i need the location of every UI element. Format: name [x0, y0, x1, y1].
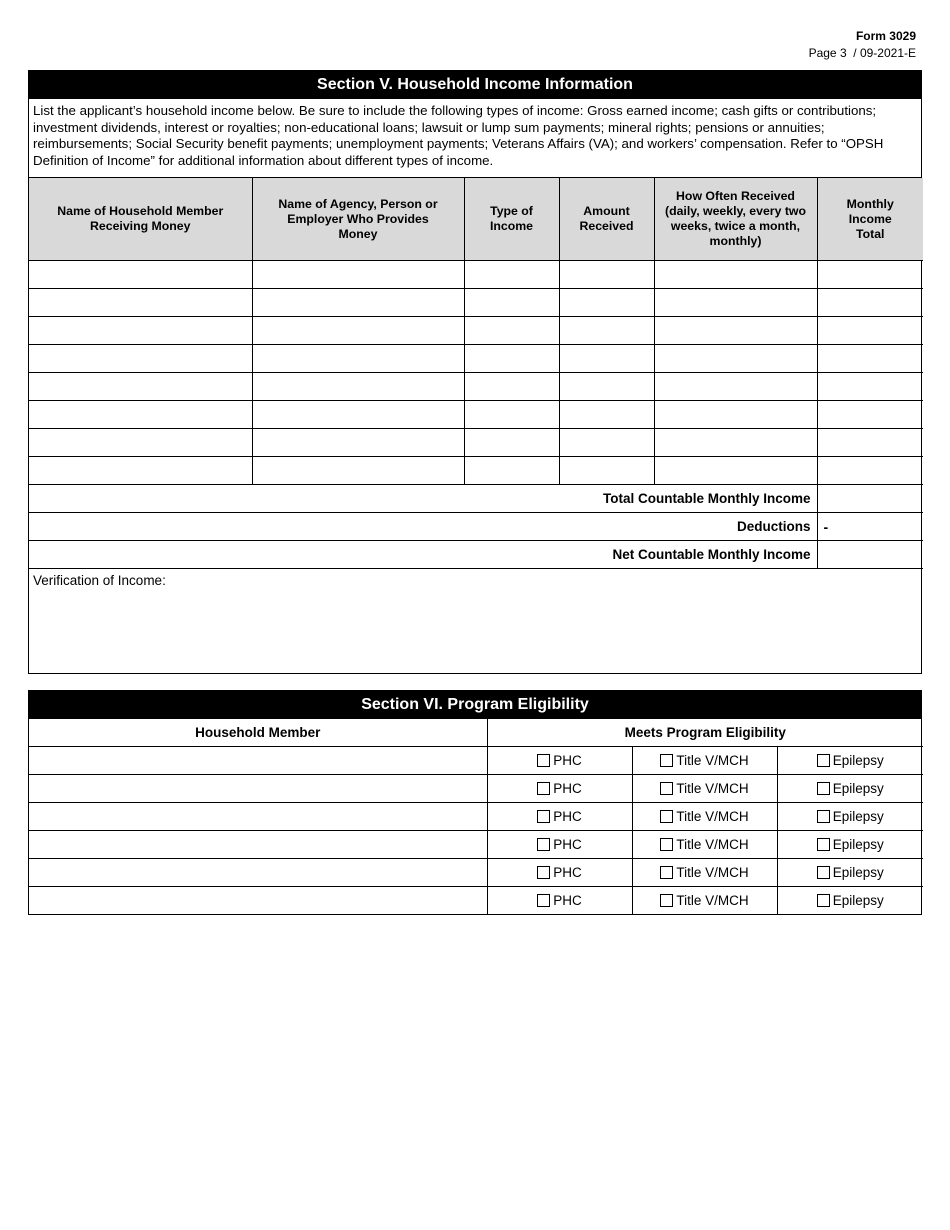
- eligibility-table: [29, 719, 923, 914]
- epilepsy-option[interactable]: [817, 781, 884, 796]
- eligibility-option-cell: [777, 775, 923, 803]
- phc-label: PHC: [553, 837, 582, 852]
- income-cell[interactable]: [464, 289, 559, 317]
- income-cell[interactable]: [252, 345, 464, 373]
- income-cell[interactable]: [817, 457, 923, 485]
- phc-checkbox[interactable]: [537, 894, 550, 907]
- eligibility-option-cell: [777, 887, 923, 915]
- income-cell[interactable]: [559, 373, 654, 401]
- income-cell[interactable]: [252, 401, 464, 429]
- eligibility-option-cell: [487, 887, 632, 915]
- income-cell[interactable]: [817, 261, 923, 289]
- income-cell[interactable]: [464, 401, 559, 429]
- eligibility-option-cell: [487, 775, 632, 803]
- epilepsy-option[interactable]: [817, 753, 884, 768]
- col-income-type: Type of Income: [464, 178, 559, 261]
- eligibility-option-cell: [632, 831, 777, 859]
- col-meets-eligibility: Meets Program Eligibility: [487, 719, 923, 747]
- income-row: [29, 401, 923, 429]
- income-cell[interactable]: [29, 401, 252, 429]
- phc-option[interactable]: [537, 753, 582, 768]
- phc-label: PHC: [553, 753, 582, 768]
- epilepsy-checkbox[interactable]: [817, 866, 830, 879]
- col-household-member: Household Member: [29, 719, 487, 747]
- income-cell[interactable]: [559, 345, 654, 373]
- income-cell[interactable]: [252, 317, 464, 345]
- eligibility-option-cell: [487, 747, 632, 775]
- col-frequency: How Often Received (daily, weekly, every two weeks, twice a month, monthly): [654, 178, 817, 261]
- epilepsy-option[interactable]: [817, 837, 884, 852]
- net-income-field[interactable]: [817, 541, 923, 569]
- income-cell[interactable]: [654, 261, 817, 289]
- form-number: Form 3029: [855, 29, 916, 43]
- phc-checkbox[interactable]: [537, 866, 550, 879]
- epilepsy-option[interactable]: [817, 865, 884, 880]
- eligibility-option-cell: [777, 859, 923, 887]
- eligibility-option-cell: [632, 747, 777, 775]
- phc-option[interactable]: [537, 837, 582, 852]
- income-row: [29, 261, 923, 289]
- income-cell[interactable]: [817, 429, 923, 457]
- income-cell[interactable]: [29, 289, 252, 317]
- income-row: [29, 289, 923, 317]
- deductions-label: Deductions: [29, 513, 817, 541]
- eligibility-row: [29, 775, 923, 803]
- eligibility-option-cell: [777, 747, 923, 775]
- income-cell[interactable]: [654, 289, 817, 317]
- income-cell[interactable]: [559, 401, 654, 429]
- title-v-mch-checkbox[interactable]: [660, 782, 673, 795]
- page-header: [809, 28, 916, 62]
- phc-option[interactable]: [537, 893, 582, 908]
- section-v-title: Section V. Household Income Information: [29, 71, 921, 99]
- income-cell[interactable]: [559, 317, 654, 345]
- income-cell[interactable]: [29, 373, 252, 401]
- verification-field[interactable]: [29, 569, 921, 673]
- section-vi-title: Section VI. Program Eligibility: [29, 691, 921, 719]
- household-member-field[interactable]: [29, 747, 487, 775]
- income-cell[interactable]: [817, 401, 923, 429]
- epilepsy-checkbox[interactable]: [817, 754, 830, 767]
- eligibility-option-cell: [632, 775, 777, 803]
- title-v-mch-label: Title V/MCH: [676, 781, 749, 796]
- title-v-mch-label: Title V/MCH: [676, 865, 749, 880]
- eligibility-row: [29, 803, 923, 831]
- page-info: Page 3 / 09-2021-E: [808, 46, 916, 60]
- title-v-mch-option[interactable]: [660, 865, 748, 880]
- income-row: [29, 345, 923, 373]
- epilepsy-label: Epilepsy: [832, 753, 884, 768]
- eligibility-option-cell: [487, 859, 632, 887]
- phc-label: PHC: [553, 865, 582, 880]
- income-instructions: List the applicant’s household income below. Be sure to include the following types of income: Gross earned income; cash gifts or contributions; investment dividends, interest or royalties; non-educational loans; lawsuit or lump sum payments; mineral rights; pensions or annuities; reimbursements; Social Security benefit payments; unemployment payments; Veterans Affairs (VA); and workers’ compensation. Refer to “OPSH Definition of Income” for additional information about different types of income.: [29, 99, 921, 178]
- col-member-name: Name of Household Member Receiving Money: [29, 178, 252, 261]
- income-cell[interactable]: [817, 373, 923, 401]
- phc-option[interactable]: [537, 809, 582, 824]
- eligibility-option-cell: [632, 803, 777, 831]
- income-cell[interactable]: [559, 261, 654, 289]
- income-row: [29, 373, 923, 401]
- income-cell[interactable]: [252, 261, 464, 289]
- income-cell[interactable]: [252, 457, 464, 485]
- phc-option[interactable]: [537, 865, 582, 880]
- income-cell[interactable]: [817, 317, 923, 345]
- eligibility-row: [29, 859, 923, 887]
- income-cell[interactable]: [29, 429, 252, 457]
- eligibility-row: [29, 887, 923, 915]
- income-cell[interactable]: [464, 429, 559, 457]
- eligibility-option-cell: [777, 831, 923, 859]
- epilepsy-option[interactable]: [817, 809, 884, 824]
- income-cell[interactable]: [464, 457, 559, 485]
- phc-option[interactable]: [537, 781, 582, 796]
- income-cell[interactable]: [464, 345, 559, 373]
- epilepsy-checkbox[interactable]: [817, 782, 830, 795]
- income-cell[interactable]: [559, 289, 654, 317]
- phc-label: PHC: [553, 781, 582, 796]
- title-v-mch-label: Title V/MCH: [676, 893, 749, 908]
- income-row: [29, 317, 923, 345]
- eligibility-option-cell: [632, 887, 777, 915]
- phc-checkbox[interactable]: [537, 782, 550, 795]
- epilepsy-option[interactable]: [817, 893, 884, 908]
- income-cell[interactable]: [29, 345, 252, 373]
- income-cell[interactable]: [654, 457, 817, 485]
- income-cell[interactable]: [29, 317, 252, 345]
- eligibility-option-cell: [487, 831, 632, 859]
- income-row: [29, 429, 923, 457]
- income-cell[interactable]: [464, 373, 559, 401]
- eligibility-option-cell: [632, 859, 777, 887]
- phc-label: PHC: [553, 809, 582, 824]
- eligibility-option-cell: [487, 803, 632, 831]
- title-v-mch-label: Title V/MCH: [676, 753, 749, 768]
- title-v-mch-label: Title V/MCH: [676, 837, 749, 852]
- section-program-eligibility: [28, 690, 922, 915]
- household-member-field[interactable]: [29, 775, 487, 803]
- title-v-mch-checkbox[interactable]: [660, 866, 673, 879]
- epilepsy-label: Epilepsy: [832, 837, 884, 852]
- epilepsy-label: Epilepsy: [832, 781, 884, 796]
- col-amount: Amount Received: [559, 178, 654, 261]
- income-cell[interactable]: [654, 429, 817, 457]
- phc-checkbox[interactable]: [537, 754, 550, 767]
- income-cell[interactable]: [654, 373, 817, 401]
- epilepsy-checkbox[interactable]: [817, 838, 830, 851]
- deductions-field[interactable]: -: [817, 513, 923, 541]
- epilepsy-checkbox[interactable]: [817, 894, 830, 907]
- net-income-label: Net Countable Monthly Income: [29, 541, 817, 569]
- epilepsy-label: Epilepsy: [832, 809, 884, 824]
- verification-label: Verification of Income:: [33, 573, 166, 588]
- total-income-field[interactable]: [817, 485, 923, 513]
- household-member-field[interactable]: [29, 803, 487, 831]
- income-cell[interactable]: [464, 317, 559, 345]
- household-member-field[interactable]: [29, 831, 487, 859]
- col-agency-name: Name of Agency, Person or Employer Who Provides Money: [252, 178, 464, 261]
- income-cell[interactable]: [252, 429, 464, 457]
- income-cell[interactable]: [817, 289, 923, 317]
- title-v-mch-option[interactable]: [660, 781, 748, 796]
- income-row: [29, 457, 923, 485]
- col-monthly-total: Monthly Income Total: [817, 178, 923, 261]
- income-cell[interactable]: [559, 457, 654, 485]
- eligibility-row: [29, 831, 923, 859]
- epilepsy-checkbox[interactable]: [817, 810, 830, 823]
- income-cell[interactable]: [817, 345, 923, 373]
- eligibility-option-cell: [777, 803, 923, 831]
- income-cell[interactable]: [654, 345, 817, 373]
- income-cell[interactable]: [654, 401, 817, 429]
- section-household-income: [28, 70, 922, 674]
- title-v-mch-option[interactable]: [660, 753, 748, 768]
- title-v-mch-checkbox[interactable]: [660, 894, 673, 907]
- title-v-mch-option[interactable]: [660, 809, 748, 824]
- total-income-label: Total Countable Monthly Income: [29, 485, 817, 513]
- title-v-mch-option[interactable]: [660, 893, 748, 908]
- income-cell[interactable]: [252, 289, 464, 317]
- epilepsy-label: Epilepsy: [832, 893, 884, 908]
- income-table: [29, 178, 923, 569]
- phc-checkbox[interactable]: [537, 838, 550, 851]
- title-v-mch-label: Title V/MCH: [676, 809, 749, 824]
- phc-checkbox[interactable]: [537, 810, 550, 823]
- eligibility-row: [29, 747, 923, 775]
- title-v-mch-checkbox[interactable]: [660, 810, 673, 823]
- household-member-field[interactable]: [29, 859, 487, 887]
- title-v-mch-option[interactable]: [660, 837, 748, 852]
- income-cell[interactable]: [559, 429, 654, 457]
- epilepsy-label: Epilepsy: [832, 865, 884, 880]
- income-cell[interactable]: [654, 317, 817, 345]
- household-member-field[interactable]: [29, 887, 487, 915]
- title-v-mch-checkbox[interactable]: [660, 838, 673, 851]
- income-cell[interactable]: [464, 261, 559, 289]
- title-v-mch-checkbox[interactable]: [660, 754, 673, 767]
- income-cell[interactable]: [29, 457, 252, 485]
- phc-label: PHC: [553, 893, 582, 908]
- income-cell[interactable]: [252, 373, 464, 401]
- income-cell[interactable]: [29, 261, 252, 289]
